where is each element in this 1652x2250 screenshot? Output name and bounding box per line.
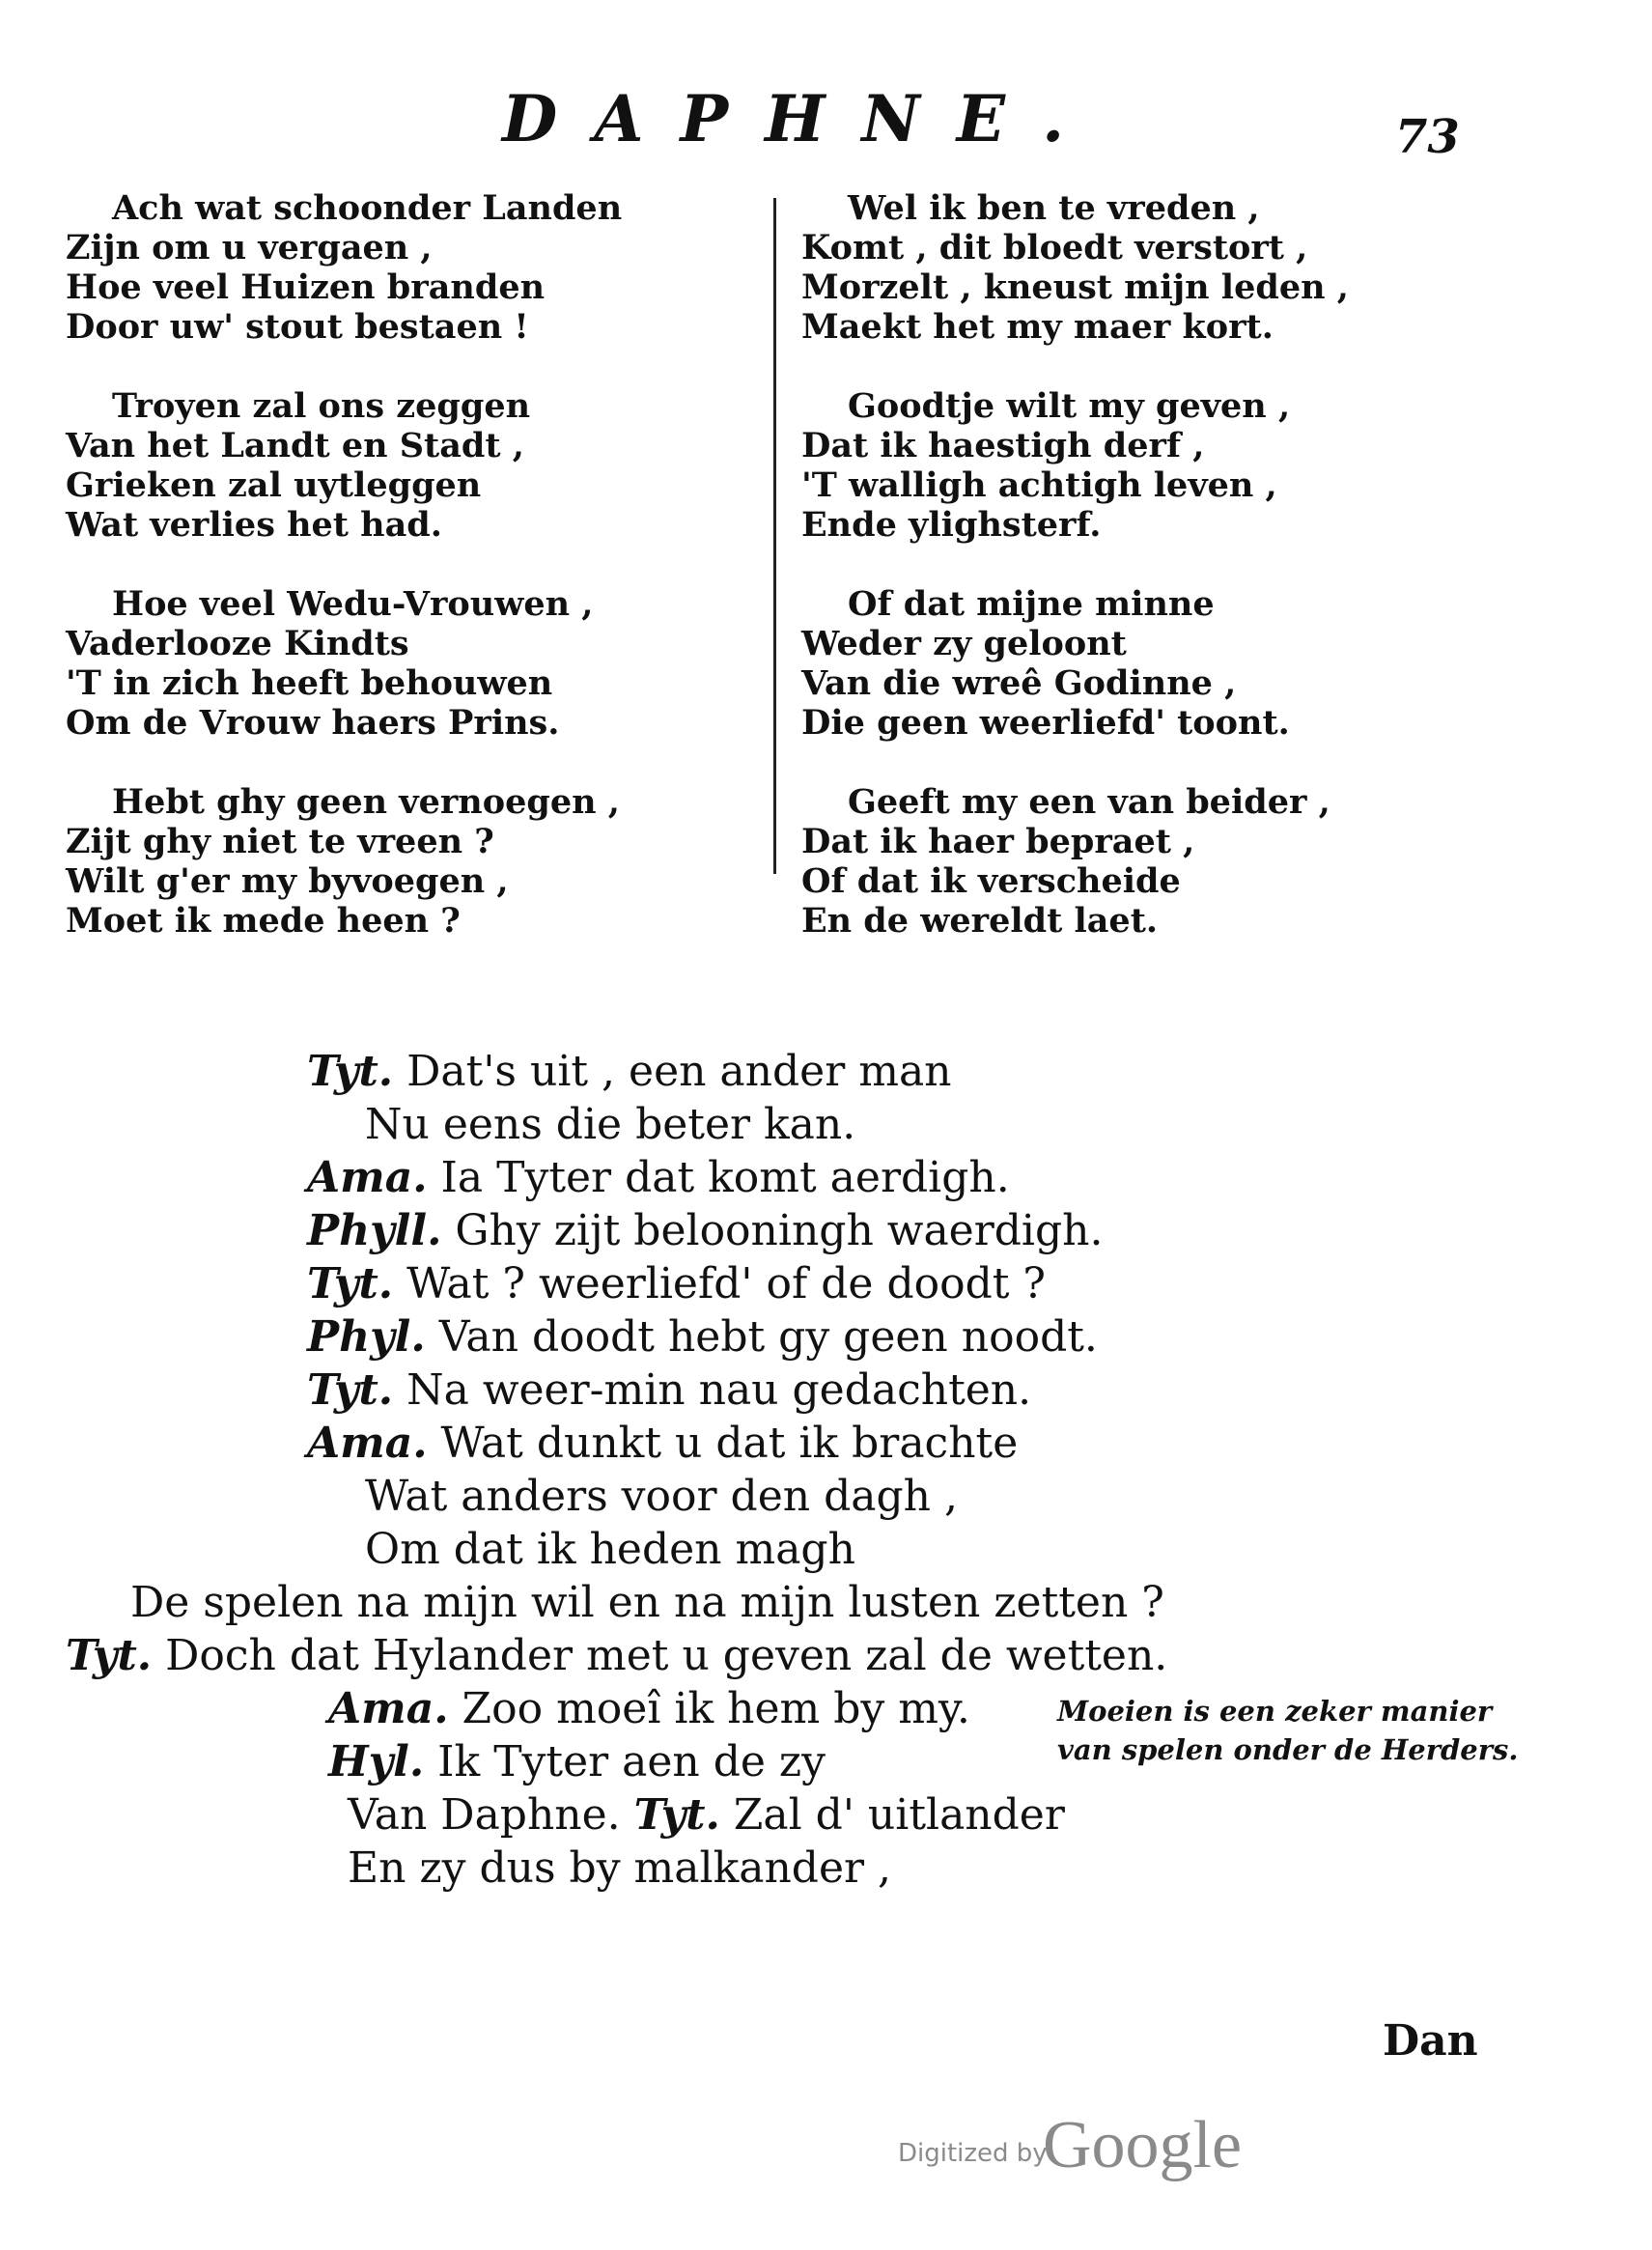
verse-line: Hebt ghy geen vernoegen , [112,782,620,822]
verse-line: En de wereldt laet. [801,901,1159,941]
verse-line: Wel ik ben te vreden , [848,188,1260,228]
margin-note-line: van spelen onder de Herders. [1057,1733,1519,1766]
verse-line: Of dat ik verscheide [801,861,1181,901]
dialogue-line: Tyt. Dat's uit , een ander man [307,1047,952,1096]
dialogue-line: Ama. Zoo moeî ik hem by my. [328,1684,970,1733]
verse-line: Weder zy geloont [801,624,1127,663]
verse-stanza [66,782,622,941]
verse-line: Komt , dit bloedt verstort , [801,228,1308,267]
margin-note-line: Moeien is een zeker manier [1057,1695,1493,1728]
catchword: Dan [1383,2016,1478,2066]
dialogue-line: Nu eens die beter kan. [365,1100,856,1149]
verse-stanza [801,782,1349,941]
verse-line: Die geen weerliefd' toont. [801,703,1290,743]
dialogue-line: Tyt. Wat ? weerliefd' of de doodt ? [307,1259,1047,1308]
verse-line: Moet ik mede heen ? [66,901,461,941]
verse-line: Troyen zal ons zeggen [112,386,531,426]
verse-line: 'T walligh achtigh leven , [801,465,1277,505]
verse-stanza [66,386,622,545]
verse-stanza [801,584,1349,743]
dialogue-line: De spelen na mijn wil en na mijn lusten zetten ? [130,1578,1164,1627]
verse-line: Maekt het my maer kort. [801,307,1274,347]
verse-stanza [66,584,622,743]
verse-line: Hoe veel Huizen branden [66,267,546,307]
verse-stanza [801,188,1349,347]
page-number: 73 [1395,110,1460,164]
dialogue-line: Tyt. Na weer-min nau gedachten. [307,1365,1032,1415]
digitized-by-label: Digitized by [898,2139,1048,2168]
verse-line: Goodtje wilt my geven , [848,386,1291,426]
verse-line: Van die wreê Godinne , [801,663,1237,703]
right-verse-column [801,188,1349,980]
verse-line: Dat ik haer bepraet , [801,822,1195,861]
verse-line: Om de Vrouw haers Prins. [66,703,560,743]
verse-line: Grieken zal uytleggen [66,465,482,505]
running-head: DAPHNE. [502,81,1102,156]
verse-line: Ach wat schoonder Landen [112,188,623,228]
google-watermark-logo: Google [1043,2108,1243,2182]
verse-line: Of dat mijne minne [848,584,1215,624]
dialogue-line: Phyl. Van doodt hebt gy geen noodt. [307,1312,1098,1362]
verse-line: Wilt g'er my byvoegen , [66,861,509,901]
verse-line: Ende ylighsterf. [801,505,1102,545]
dialogue-line: Om dat ik heden magh [365,1525,855,1574]
verse-line: Door uw' stout bestaen ! [66,307,529,347]
dialogue-line: Wat anders voor den dagh , [365,1472,958,1521]
dialogue-line: En zy dus by malkander , [348,1843,892,1893]
verse-line: Zijn om u vergaen , [66,228,433,267]
verse-line: Zijt ghy niet te vreen ? [66,822,494,861]
dialogue-line: Phyll. Ghy zijt belooningh waerdigh. [307,1206,1104,1255]
verse-line: Hoe veel Wedu-Vrouwen , [112,584,594,624]
dialogue-line: Van Daphne. Tyt. Zal d' uitlander [348,1790,1065,1840]
column-divider [773,198,776,874]
verse-line: Morzelt , kneust mijn leden , [801,267,1349,307]
left-verse-column [66,188,622,980]
dialogue-line: Ama. Ia Tyter dat komt aerdigh. [307,1153,1010,1202]
verse-line: Geeft my een van beider , [848,782,1330,822]
verse-line: Wat verlies het had. [66,505,442,545]
verse-stanza [801,386,1349,545]
verse-line: Vaderlooze Kindts [66,624,409,663]
verse-stanza [66,188,622,347]
verse-line: Dat ik haestigh derf , [801,426,1205,465]
verse-line: Van het Landt en Stadt , [66,426,524,465]
dialogue-line: Ama. Wat dunkt u dat ik brachte [307,1419,1019,1468]
dialogue-line: Tyt. Doch dat Hylander met u geven zal de wetten. [66,1631,1168,1680]
dialogue-line: Hyl. Ik Tyter aen de zy [328,1737,826,1786]
verse-line: 'T in zich heeft behouwen [66,663,553,703]
